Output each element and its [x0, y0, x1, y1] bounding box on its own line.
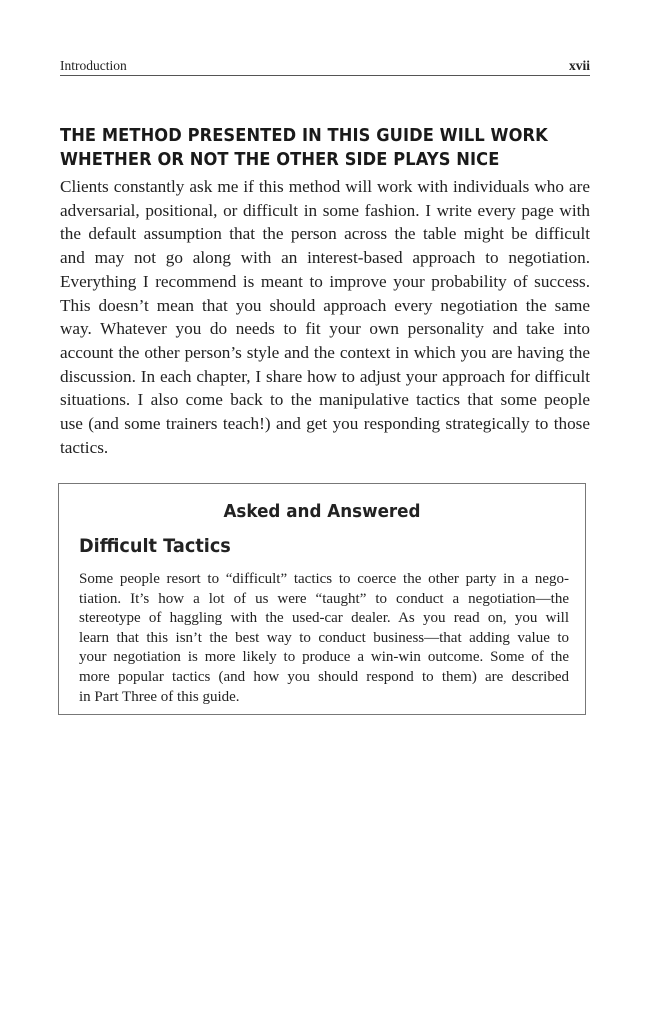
body-line: Clients constantly ask me if this method will work with individuals who are: [60, 177, 590, 196]
box-line: tiation. It’s how a lot of us were “taught” to conduct a negotiation—the: [79, 590, 569, 607]
section-heading: [60, 124, 562, 172]
heading-line: THE METHOD PRESENTED IN THIS GUIDE WILL WORK: [60, 126, 548, 146]
body-line: way. Whatever you do needs to fit your own personality and take into: [60, 319, 590, 339]
body-line: This doesn’t mean that you should approach every negotiation the same: [60, 295, 590, 315]
box-line: your negotiation is more likely to produce a win-win outcome. Some of the: [79, 649, 569, 666]
box-line: in Part Three of this guide.: [79, 688, 240, 705]
box-body: [79, 570, 569, 707]
body-line: Everything I recommend is meant to improve your probability of success.: [60, 271, 590, 291]
box-line: Some people resort to “difficult” tactics to coerce the other party in a nego-: [79, 571, 569, 587]
header-section: Introduction: [60, 58, 127, 73]
body-paragraph: [60, 175, 590, 459]
asked-and-answered-box: [58, 483, 586, 715]
page-number: xvii: [568, 58, 590, 73]
box-title: Asked and Answered: [223, 501, 421, 522]
box-line: learn that this isn’t the best way to conduct business—that adding value to: [79, 629, 569, 646]
running-header: [60, 58, 590, 76]
box-subtitle: Difficult Tactics: [79, 535, 231, 557]
body-line: adversarial, positional, or difficult in some fashion. I write every page with: [60, 200, 590, 220]
body-line: the default assumption that the person across the table might be difficult: [60, 224, 590, 244]
box-line: stereotype of haggling with the used-car dealer. As you read on, you will: [79, 610, 569, 627]
body-line: use (and some trainers teach!) and get you responding strategically to those: [60, 414, 590, 434]
body-line: account the other person’s style and the context in which you are having the: [60, 342, 590, 362]
body-line: discussion. In each chapter, I share how to adjust your approach for difficult: [60, 366, 590, 386]
heading-line: WHETHER OR NOT THE OTHER SIDE PLAYS NICE: [60, 150, 500, 170]
body-line: situations. I also come back to the manipulative tactics that some people: [60, 390, 590, 410]
body-line: and may not go along with an interest-based approach to negotiation.: [60, 248, 590, 268]
body-line: tactics.: [60, 437, 109, 457]
box-line: more popular tactics (and how you should respond to them) are described: [79, 668, 569, 685]
